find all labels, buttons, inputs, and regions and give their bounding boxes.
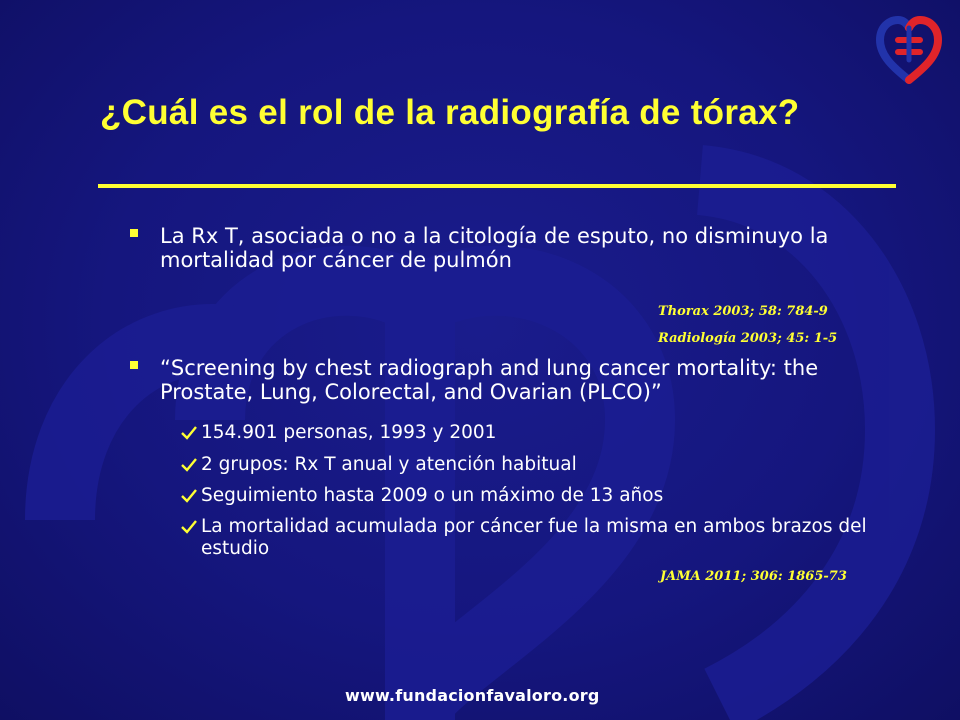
checkmark-icon xyxy=(180,425,198,441)
check-text: Seguimiento hasta 2009 o un máximo de 13 años xyxy=(201,485,664,506)
check-text: La mortalidad acumulada por cáncer fue la misma en ambos brazos del estudio xyxy=(201,516,867,559)
citation: JAMA 2011; 306: 1865-73 xyxy=(660,569,847,584)
title-underline xyxy=(98,184,896,188)
checkmark-icon xyxy=(180,519,198,535)
bullet-text: “Screening by chest radiograph and lung cancer mortality: the Prostate, Lung, Colorectal, and Ovarian (PLCO)” xyxy=(160,356,819,404)
citation: Radiología 2003; 45: 1-5 xyxy=(658,331,838,346)
bullet-square-icon xyxy=(130,229,138,237)
bullet-text: La Rx T, asociada o no a la citología de esputo, no disminuyo la mortalidad por cáncer de pulmón xyxy=(160,224,829,272)
slide-title: ¿Cuál es el rol de la radiografía de tórax? xyxy=(100,93,800,132)
citation: Thorax 2003; 58: 784-9 xyxy=(658,304,828,319)
bullet-square-icon xyxy=(130,361,138,369)
checkmark-icon xyxy=(180,457,198,473)
check-text: 154.901 personas, 1993 y 2001 xyxy=(201,422,497,443)
favaloro-heart-logo xyxy=(876,16,942,84)
footer-url: www.fundacionfavaloro.org xyxy=(345,686,600,705)
checkmark-icon xyxy=(180,488,198,504)
check-text: 2 grupos: Rx T anual y atención habitual xyxy=(201,454,577,475)
